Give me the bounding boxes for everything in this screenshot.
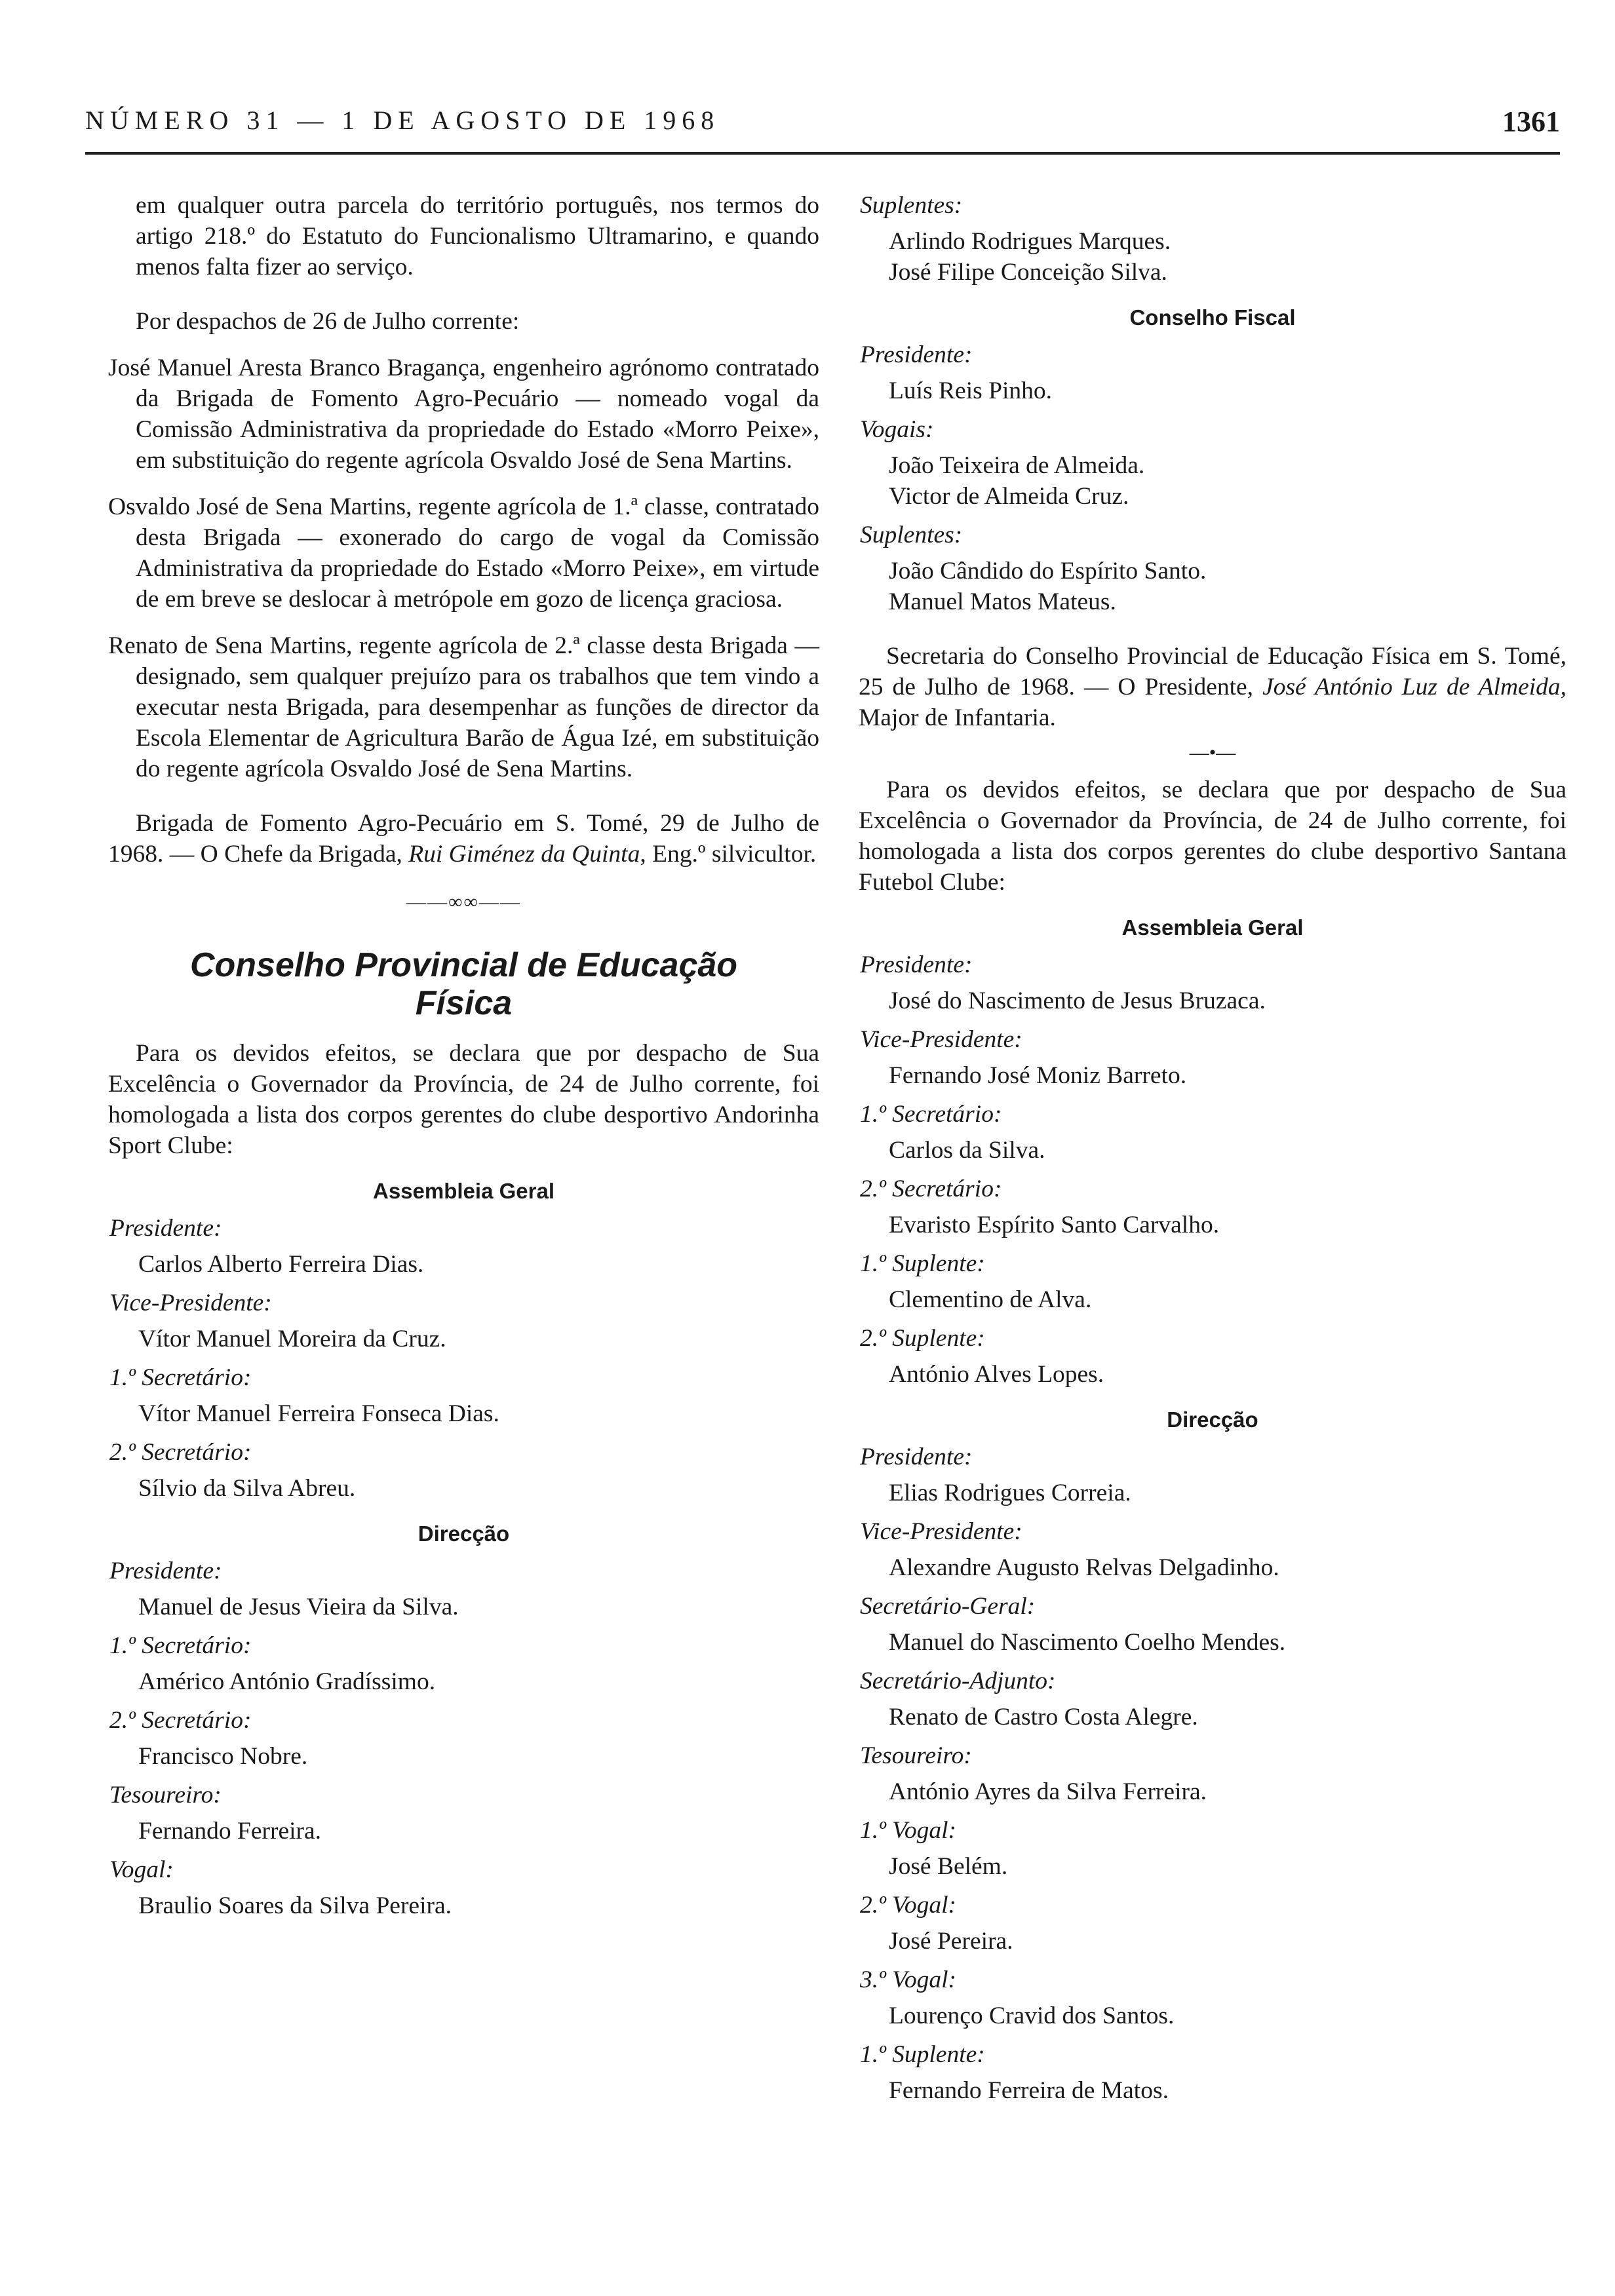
subheading-assembleia-geral: Assembleia Geral [1121,915,1304,940]
direccao-list [108,1556,819,1921]
secretaria-tail: , Major de Infantaria. [859,674,1567,731]
member-name: Elias Rodrigues Correia. [889,1480,1131,1506]
subheading-direccao: Direcção [1167,1407,1258,1432]
role-label: 1.º Vogal: [860,1817,957,1844]
assembleia-list [108,1213,819,1504]
role-label: Vice-Presidente: [109,1290,272,1316]
member-name: João Cândido do Espírito Santo. [889,558,1207,584]
paragraph-brigada-signature [108,808,819,870]
member-name: Carlos Alberto Ferreira Dias. [138,1251,424,1278]
paragraph-continuation: em qualquer outra parcela do território português, nos termos do artigo 218.º do Estatuto do Funcionalismo Ultramarino, e quando menos falta fizer ao serviço. [136,192,819,280]
paragraph-andorinha: Para os devidos efeitos, se declara que por despacho de Sua Excelência o Governador da Província, de 24 de Julho corrente, foi homologada a lista dos corpos gerentes do clube desportivo Andorinha Sport Clube: [108,1040,819,1159]
member-name: Manuel de Jesus Vieira da Silva. [138,1594,459,1620]
role-label: 1.º Suplente: [860,2041,985,2068]
assembleia-list [859,949,1566,1390]
role-label: Presidente: [860,951,973,978]
member-name: Luís Reis Pinho. [889,377,1052,404]
role-label: Presidente: [860,1444,973,1470]
section-title [108,946,819,1022]
secretaria-signatory: José António Luz de Almeida [1262,674,1561,700]
role-label: 2.º Secretário: [109,1439,252,1466]
role-label: Suplentes: [860,522,963,548]
brigada-tail: , Eng.º silvicultor. [640,841,817,868]
brigada-signatory: Rui Giménez da Quinta [408,841,640,868]
member-name: António Ayres da Silva Ferreira. [889,1778,1207,1805]
paragraph-nomeacao: José Manuel Aresta Branco Bragança, engenheiro agrónomo contratado da Brigada de Fomento Agro-Pecuário — nomeado vogal da Comissão Administrativa da propriedade do Estado «Morro Peixe», em substituição do regente agrícola Osvaldo José de Sena Martins. [108,354,819,474]
member-name: Fernando José Moniz Barreto. [889,1062,1187,1089]
role-label: 1.º Secretário: [860,1101,1002,1128]
member-name: José Pereira. [889,1928,1013,1955]
role-label: Vice-Presidente: [860,1518,1022,1545]
brigada-text: Brigada de Fomento Agro-Pecuário em S. Tomé, 29 de Julho de 1968. — O Chefe da Brigada, [108,810,819,868]
member-name: Fernando Ferreira. [138,1818,322,1845]
subheading-conselho-fiscal: Conselho Fiscal [1129,305,1296,330]
role-label: 2.º Secretário: [860,1176,1002,1202]
role-label: Tesoureiro: [109,1782,222,1808]
member-name: Manuel Matos Mateus. [889,588,1116,615]
role-label: 1.º Secretário: [109,1364,252,1391]
member-name: José Filipe Conceição Silva. [889,259,1167,286]
role-label: 2.º Secretário: [109,1707,252,1734]
member-name: Vítor Manuel Moreira da Cruz. [138,1326,446,1352]
member-name: Arlindo Rodrigues Marques. [889,228,1171,255]
role-label: Secretário-Adjunto: [860,1668,1056,1694]
role-label: 2.º Vogal: [860,1892,957,1919]
role-label: Vogais: [860,416,934,443]
role-label: 1.º Suplente: [860,1250,985,1277]
paragraph-santana: Para os devidos efeitos, se declara que por despacho de Sua Excelência o Governador da Província, de 24 de Julho corrente, foi homologada a lista dos corpos gerentes do clube desportivo Santana Futebol Clube: [859,776,1566,896]
member-name: Fernando Ferreira de Matos. [889,2077,1169,2104]
section-ornament: —•— [1189,742,1236,763]
member-name: Alexandre Augusto Relvas Delgadinho. [889,1554,1279,1581]
role-label: 3.º Vogal: [860,1966,957,1993]
paragraph-designacao: Renato de Sena Martins, regente agrícola de 2.ª classe desta Brigada — designado, sem qualquer prejuízo para os trabalhos que tem vindo a executar nesta Brigada, para desempenhar as funções de director da Escola Elementar de Agricultura Barão de Água Izé, em substituição do regente agrícola Osvaldo José de Sena Martins. [108,632,819,782]
role-label: Presidente: [860,341,973,368]
member-name: Lourenço Cravid dos Santos. [889,2002,1175,2029]
member-name: Vítor Manuel Ferreira Fonseca Dias. [138,1400,499,1427]
member-name: Victor de Almeida Cruz. [889,483,1129,510]
member-name: Carlos da Silva. [889,1137,1045,1164]
direccao-list [859,1442,1566,2106]
role-label: Presidente: [109,1558,222,1584]
member-name: João Teixeira de Almeida. [889,452,1145,479]
section-ornament: ——∞∞—— [406,891,521,913]
member-name: Braulio Soares da Silva Pereira. [138,1892,452,1919]
member-name: Américo António Gradíssimo. [138,1668,436,1695]
member-name: António Alves Lopes. [889,1361,1104,1388]
role-label: 1.º Secretário: [109,1632,252,1659]
member-name: José Belém. [889,1853,1008,1880]
left-column [108,190,819,1929]
member-name: Clementino de Alva. [889,1286,1092,1313]
paragraph-exoneracao: Osvaldo José de Sena Martins, regente agrícola de 1.ª classe, contratado desta Brigada — exonerado do cargo de vogal da Comissão Administrativa da propriedade do Estado «Morro Peixe», em virtude de em breve se deslocar à metrópole em gozo de licença graciosa. [108,493,819,613]
page-header [85,98,1560,144]
role-label: Tesoureiro: [860,1742,972,1769]
role-label: 2.º Suplente: [860,1325,985,1352]
role-label: Vogal: [109,1856,174,1883]
member-name: Sílvio da Silva Abreu. [138,1475,356,1502]
role-label: Suplentes: [860,192,963,219]
member-name: Evaristo Espírito Santo Carvalho. [889,1212,1220,1238]
paragraph-secretaria-signature [859,641,1566,733]
subheading-direccao: Direcção [418,1521,510,1546]
role-label: Vice-Presidente: [860,1026,1022,1053]
member-name: Francisco Nobre. [138,1743,308,1770]
right-column [859,190,1566,2114]
role-label: Presidente: [109,1215,222,1242]
role-label: Secretário-Geral: [860,1593,1036,1620]
header-rule [85,152,1560,155]
member-name: José do Nascimento de Jesus Bruzaca. [889,987,1266,1014]
paragraph-despachos: Por despachos de 26 de Julho corrente: [136,308,520,335]
section-title-line2: Física [415,984,513,1022]
member-name: Renato de Castro Costa Alegre. [889,1704,1198,1731]
section-title-line1: Conselho Provincial de Educação [189,946,738,984]
issue-title: NÚMERO 31 — 1 DE AGOSTO DE 1968 [85,105,720,135]
page-number: 1361 [1502,105,1560,138]
secretaria-text: Secretaria do Conselho Provincial de Educação Física em S. Tomé, 25 de Julho de 1968. — O Presidente, [859,643,1566,700]
member-name: Manuel do Nascimento Coelho Mendes. [889,1629,1286,1656]
subheading-assembleia-geral: Assembleia Geral [373,1179,555,1203]
